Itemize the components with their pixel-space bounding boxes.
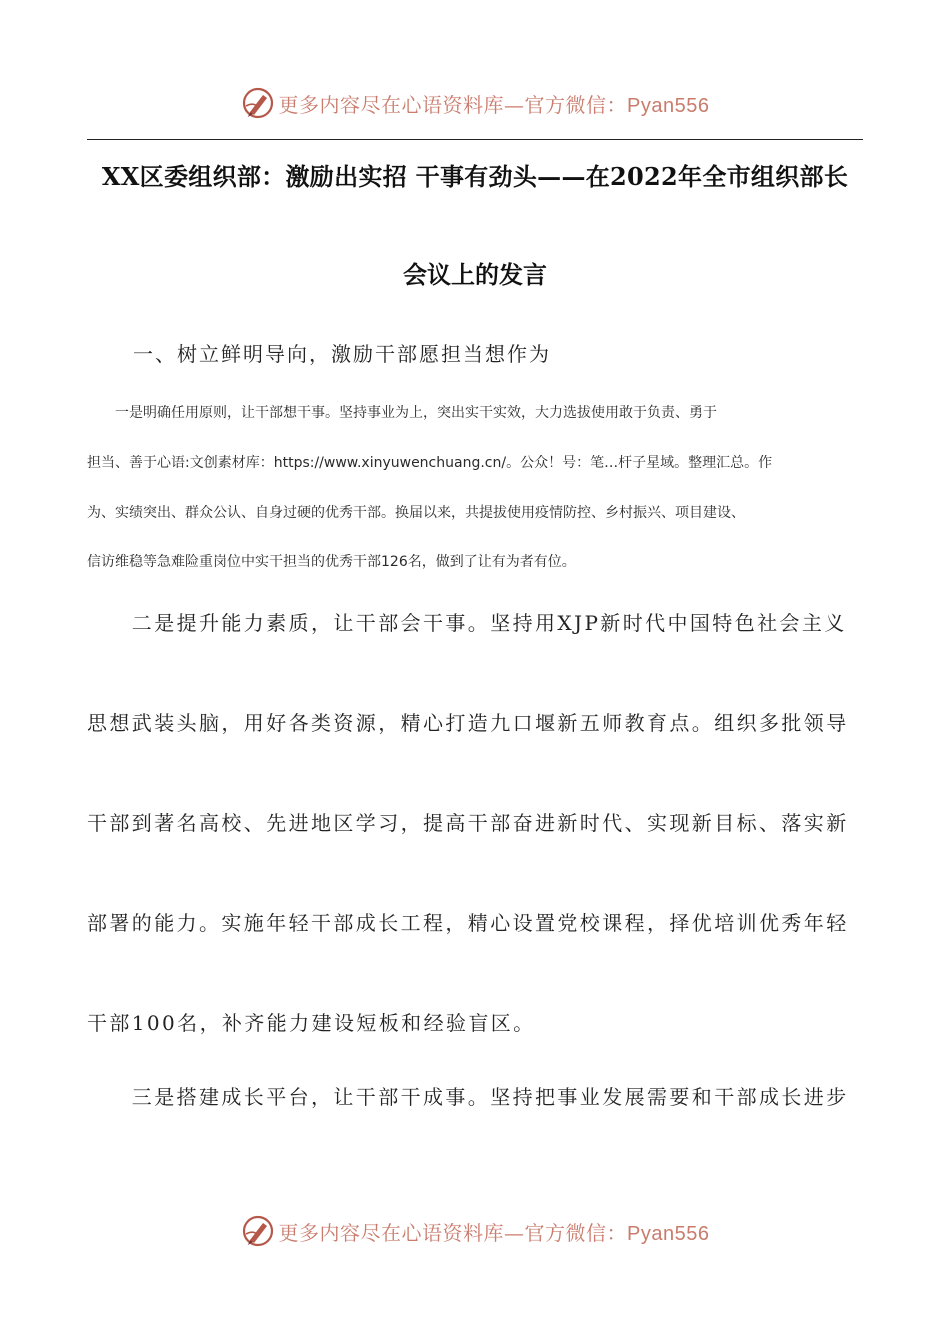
footer-banner [0,1211,950,1251]
para2-line: 干部到著名高校、先进地区学习，提高干部奋进新时代、实现新目标、落实新 [87,811,849,835]
header-rule [87,139,863,140]
para1-line: 担当、善于心语:文创素材库：https://www.xinyuwenchuang.cn/。公众！号：笔…杆子星域。整理汇总。作 [87,455,773,471]
banner-text-id: Pyan556 [627,1222,710,1245]
para2-line: 部署的能力。实施年轻干部成长工程，精心设置党校课程，择优培训优秀年轻 [87,911,849,935]
para3-line: 三是搭建成长平台，让干部干成事。坚持把事业发展需要和干部成长进步 [87,1085,849,1109]
para2-line: 思想武装头脑，用好各类资源，精心打造九口堰新五师教育点。组织多批领导 [87,711,849,735]
document-title-line1: XX区委组织部：激励出实招 干事有劲头——在2022年全市组织部长 [101,162,849,191]
banner-text-cn: 更多内容尽在心语资料库—官方微信： [278,92,628,117]
para1-line: 为、实绩突出、群众公认、自身过硬的优秀干部。换届以来，共提拔使用疫情防控、乡村振兴、项目建设、 [87,505,745,521]
header-banner [0,83,950,123]
para2-line: 二是提升能力素质，让干部会干事。坚持用XJP新时代中国特色社会主义 [87,611,847,635]
pen-logo-icon [241,86,275,120]
para2-line: 干部100名，补齐能力建设短板和经验盲区。 [87,1011,536,1035]
banner-text-cn: 更多内容尽在心语资料库—官方微信： [278,1220,628,1245]
para1-line: 信访维稳等急难险重岗位中实干担当的优秀干部126名，做到了让有为者有位。 [87,554,576,570]
section-heading: 一、树立鲜明导向，激励干部愿担当想作为 [133,342,551,366]
banner-text-id: Pyan556 [627,94,710,117]
pen-logo-icon [241,1214,275,1248]
para1-line: 一是明确任用原则，让干部想干事。坚持事业为上，突出实干实效，大力选拔使用敢于负责、勇于 [87,405,717,421]
document-title-line2: 会议上的发言 [403,260,547,289]
